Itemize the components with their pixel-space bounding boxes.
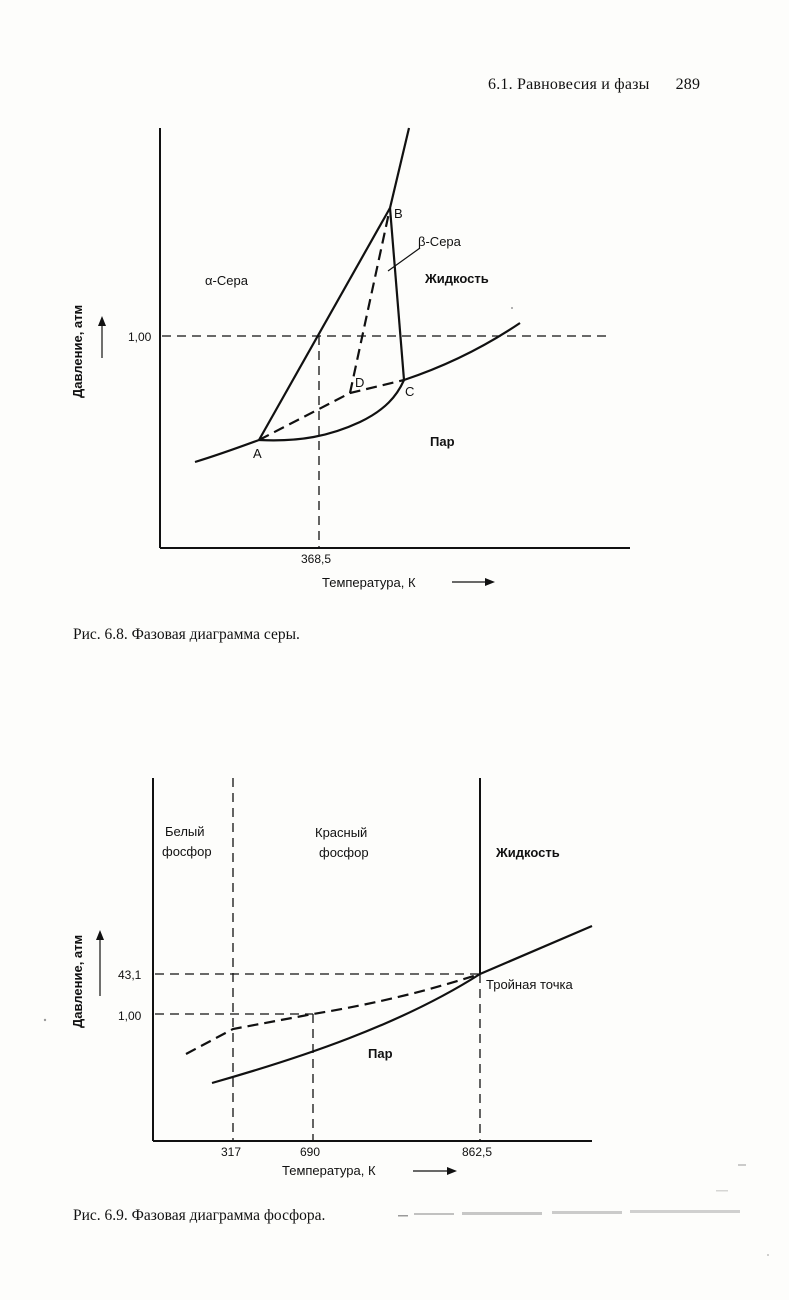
- fig1-point-d: D: [355, 375, 365, 390]
- fig1-caption: Рис. 6.8. Фазовая диаграмма серы.: [73, 626, 300, 643]
- fig1-liquid-label: Жидкость: [425, 271, 489, 286]
- fig2-white-label-2: фосфор: [162, 844, 212, 859]
- fig1-metastable-vapor-curves: [259, 380, 404, 440]
- fig2-y-arrow-icon: [96, 930, 104, 996]
- fig2-x-tick-862: 862,5: [462, 1145, 493, 1159]
- phosphorus-phase-diagram: [70, 778, 592, 1178]
- fig1-point-c: C: [405, 384, 415, 399]
- fig1-y-arrow-icon: [98, 316, 106, 358]
- fig1-sublimation-curve-alpha: [195, 440, 259, 462]
- fig2-x-arrow-icon: [413, 1167, 457, 1175]
- fig2-vaporization-curve: [480, 926, 592, 974]
- page-number: 289: [675, 76, 701, 93]
- fig1-sublimation-curve-beta: [259, 380, 404, 440]
- section-title: 6.1. Равновесия и фазы: [488, 76, 650, 93]
- fig1-vaporization-curve: [404, 323, 520, 380]
- fig1-beta-liquid-boundary: [390, 208, 404, 380]
- fig1-y-label: Давление, атм: [70, 304, 85, 398]
- fig1-x-arrow-icon: [452, 578, 495, 586]
- fig2-y-tick-431: 43,1: [118, 968, 142, 982]
- fig1-alpha-label: α-Сера: [205, 273, 248, 288]
- fig1-alpha-liquid-boundary: [390, 128, 409, 208]
- fig2-x-tick-690: 690: [300, 1145, 321, 1159]
- fig2-x-label: Температура, К: [282, 1163, 376, 1178]
- fig1-beta-label: β-Сера: [418, 234, 461, 249]
- fig1-metastable-melting-line: [350, 208, 390, 393]
- fig1-x-tick: 368,5: [301, 552, 332, 566]
- fig1-point-a: A: [253, 446, 262, 461]
- fig2-y-tick-1: 1,00: [118, 1009, 142, 1023]
- fig2-red-label-2: фосфор: [319, 845, 369, 860]
- fig2-x-tick-317: 317: [221, 1145, 242, 1159]
- fig2-liquid-label: Жидкость: [496, 845, 560, 860]
- fig2-y-label: Давление, атм: [70, 934, 85, 1028]
- fig2-white-label-1: Белый: [165, 824, 205, 839]
- fig2-red-sublimation-curve: [212, 974, 480, 1083]
- fig1-vapor-label: Пар: [430, 434, 455, 449]
- fig2-vapor-label: Пар: [368, 1046, 393, 1061]
- fig2-red-label-1: Красный: [315, 825, 368, 840]
- fig2-triple-point-label: Тройная точка: [486, 977, 573, 992]
- fig1-y-tick: 1,00: [128, 330, 152, 344]
- fig2-caption: Рис. 6.9. Фазовая диаграмма фосфора.: [73, 1207, 326, 1224]
- fig1-point-b: B: [394, 206, 403, 221]
- fig1-x-label: Температура, К: [322, 575, 416, 590]
